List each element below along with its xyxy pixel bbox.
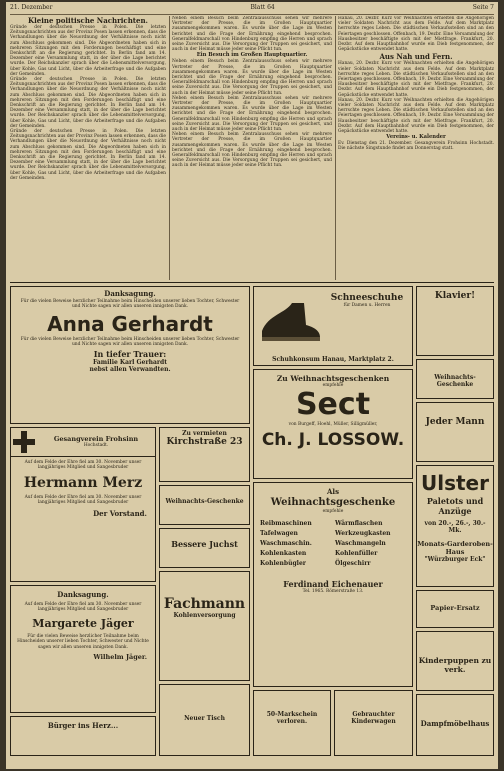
deceased-name: Margarete Jäger — [32, 616, 134, 630]
club-name: Gesangverein Frohsinn — [53, 435, 139, 444]
ad-title: Ulster — [421, 471, 489, 495]
ad-title: Schneeschuhe — [330, 293, 404, 303]
product-item: Kohlenbügler — [260, 560, 306, 568]
store-type: Monats-Garderoben-Haus — [417, 540, 493, 556]
wanted-ad — [159, 528, 250, 568]
article-body: Neben einem Besuch beim Zentralausschuss sehen wir mehrere Vertreter der Presse, die im Großen Hauptquartier zusammengekommen waren. Es wurde über die Lage im Westen berichtet und die Frage der Ernährung eingehend besprochen. Generalfeldmarschall von Hindenburg empfing die Herren und sprach seine Zuversicht aus. Die Versorgung der Truppen sei gesichert, und auch in der Heimat müsse jeder seine Pflicht tun. — [172, 132, 332, 169]
ad-title: Klavier! — [434, 291, 476, 301]
product-item: Ölgeschirr — [335, 560, 371, 568]
calendar-body: Ev. Dienstag den 21. Dezember. Gesangverein Frohsinn Hochstadt. Die nächste Singstunde findet am Donnerstag statt. — [338, 141, 494, 152]
ad-signature: Wilhelm Jäger. — [93, 653, 147, 662]
rental-ad — [159, 427, 250, 482]
ad-headline: Zu Weihnachtsgeschenken — [276, 374, 390, 383]
ad-body: Auf dem Felde der Ehre fiel am 30. November unser langjähriges Mitglied und Sangesbruder — [24, 602, 142, 613]
product-item: Kohlenfüller — [335, 550, 378, 558]
article-body: Gründe der deutschen Presse in Polen. Die letzten Zeitungsnachrichten aus der Provinz Posen lassen erkennen, dass die Verhandlungen über die Neuordnung der Verhältnisse noch nicht zum Abschluss gekommen sind. Die Abgeordneten haben sich in mehreren Sitzungen mit den Forderungen beschäftigt und eine Denkschrift an die Regierung gerichtet. In Berlin fand am 14. Dezember eine Versammlung statt, in der über die Lage berichtet wurde. Der Reichskanzler sprach über die Lebensmittelversorgung, über Kohle, Gas und Licht, über die Arbeiterfrage und die Aufgaben der Gemeinden. — [10, 129, 166, 181]
product-item: Kohlenkasten — [260, 550, 307, 558]
ad-title: Bessere Juchst — [171, 539, 238, 549]
store-name: "Würzburger Eck" — [424, 556, 486, 563]
lost-ad — [334, 690, 413, 756]
misc-ad — [159, 684, 250, 756]
article-body: Gründe der deutschen Presse in Polen. Die letzten Zeitungsnachrichten aus der Provinz Posen lassen erkennen, dass die Verhandlungen über die Neuordnung der Verhältnisse noch nicht zum Abschluss gekommen sind. Die Abgeordneten haben sich in mehreren Sitzungen mit den Forderungen beschäftigt und eine Denkschrift an die Regierung gerichtet. In Berlin fand am 14. Dezember eine Versammlung statt, in der über die Lage berichtet wurde. Der Reichskanzler sprach über die Lebensmittelversorgung, über Kohle, Gas und Licht, über die Arbeiterfrage und die Aufgaben der Gemeinden. — [10, 77, 166, 129]
ad-body: Für die vielen Beweise herzlicher Teilnahme beim Hinscheiden unserer lieben Tochter, Schwester und Nichte sagen wir allen unseren innigsten Dank. — [20, 299, 240, 310]
sekt-ad — [253, 369, 413, 479]
ad-title: 50-Markschein verloren. — [266, 711, 318, 725]
ad-title: Neuer Tisch — [184, 715, 225, 722]
obituary-ad-gerhardt — [10, 286, 250, 424]
family-name: Familie Karl Gerhardt — [92, 358, 168, 366]
furniture-ad — [253, 690, 331, 756]
coal-ad — [159, 571, 250, 681]
ad-section-rule — [10, 282, 494, 283]
ad-title: Danksagung. — [104, 289, 156, 298]
furniture-house-ad — [416, 694, 494, 756]
product-item: Waschmangeln — [335, 540, 386, 548]
gift-ad — [159, 485, 250, 525]
product-list — [254, 514, 412, 573]
ad-address: Kirchstraße 23 — [166, 437, 243, 447]
price-line: von 20.-, 26.-, 30.- Mk. — [424, 520, 486, 534]
dolls-ad — [416, 631, 494, 691]
article-column-2 — [172, 16, 332, 280]
article-body: Neben einem Besuch beim Zentralausschuss sehen wir mehrere Vertreter der Presse, die im Großen Hauptquartier zusammengekommen waren. Es wurde über die Lage im Westen berichtet und die Frage der Ernährung eingehend besprochen. Generalfeldmarschall von Hindenburg empfing die Herren und sprach seine Zuversicht aus. Die Versorgung der Truppen sei gesichert, und auch in der Heimat müsse jeder seine Pflicht tun. — [172, 16, 332, 53]
ad-title: Bürger ins Herz... — [47, 721, 119, 730]
newspaper-page — [6, 2, 498, 769]
article-title: Kleine politische Nachrichten. — [28, 16, 148, 25]
club-location: Hochstadt. — [83, 443, 109, 449]
paper-ad — [416, 590, 494, 628]
deceased-name: Anna Gerhardt — [47, 311, 213, 336]
ad-title: Dampfmöbelhaus — [420, 719, 490, 728]
ad-title: Weihnachts-Geschenke — [165, 498, 244, 505]
article-title: Aus Nah und Fern. — [379, 52, 453, 62]
household-gifts-ad — [253, 482, 413, 687]
calendar-title: Vereins- u. Kalender — [386, 134, 446, 141]
seller-name: Ch. J. LOSSOW. — [261, 429, 405, 450]
article-column-1 — [10, 16, 166, 280]
header-date: 21. Dezember — [10, 4, 53, 11]
shoe-icon — [258, 295, 324, 345]
header-paper: Blatt 64 — [250, 4, 275, 11]
article-subtitle: Ein Besuch im Großen Hauptquartier. — [196, 52, 308, 59]
mourning-line: In tiefer Trauer: — [93, 348, 167, 359]
ad-body: Auf dem Felde der Ehre fiel am 30. November unser langjähriges Mitglied und Sangesbruder — [24, 494, 142, 506]
product-item: Reibmaschinen — [260, 520, 312, 528]
board-signature: Der Vorstand. — [93, 508, 147, 518]
ad-body: Für die vielen Beweise herzlicher Teilnahme beim Hinscheiden unserer lieben Tochter, Schwester und Nichte sagen wir allen unseren innigsten Dank. — [17, 633, 149, 650]
obituary-ad-merz — [10, 427, 156, 582]
jeder-mann-ad — [416, 402, 494, 462]
ad-subtitle: empfehle — [322, 383, 344, 388]
article-body: Gründe der deutschen Presse in Polen. Die letzten Zeitungsnachrichten aus der Provinz Posen lassen erkennen, dass die Verhandlungen über die Neuordnung der Verhältnisse noch nicht zum Abschluss gekommen sind. Die Abgeordneten haben sich in mehreren Sitzungen mit den Forderungen beschäftigt und eine Denkschrift an die Regierung gerichtet. In Berlin fand am 14. Dezember eine Versammlung statt, in der über die Lage berichtet wurde. Der Reichskanzler sprach über die Lebensmittelversorgung, über Kohle, Gas und Licht, über die Arbeiterfrage und die Aufgaben der Gemeinden. — [10, 25, 166, 77]
product-item: Tafelwagen — [260, 530, 298, 538]
product-name: Sect — [295, 387, 371, 423]
column-divider — [335, 16, 336, 280]
page-header — [10, 4, 494, 15]
brand-list: von Burgeff, Hoehl, Müller, Silligmüller, — [288, 422, 378, 428]
column-divider — [169, 16, 170, 280]
ad-title: Weihnachts-Geschenke — [434, 374, 476, 388]
iron-cross-icon — [11, 429, 37, 455]
seller-name: Ferdinand Eichenauer — [283, 579, 383, 590]
article-body: Neben einem Besuch beim Zentralausschuss sehen wir mehrere Vertreter der Presse, die im Großen Hauptquartier zusammengekommen waren. Es wurde über die Lage im Westen berichtet und die Frage der Ernährung eingehend besprochen. Generalfeldmarschall von Hindenburg empfing die Herren und sprach seine Zuversicht aus. Die Versorgung der Truppen sei gesichert, und auch in der Heimat müsse jeder seine Pflicht tun. — [172, 59, 332, 96]
ad-body: Auf dem Felde der Ehre fiel am 30. November unser langjähriges Mitglied und Sangesbruder — [24, 460, 142, 471]
ad-title: Papier-Ersatz — [430, 604, 480, 612]
article-body: Hanau, 20. Dezbr. Kurz vor Weihnachten erhielten die Angehörigen vieler Soldaten Nachricht aus dem Felde. Auf dem Marktplatz herrschte reges Leben. Die städtischen Verkaufsstellen sind an den Feiertagen geschlossen. Offenbach, 19. Dezbr. Eine Versammlung der Hausbesitzer beschäftigte sich mit der Mietfrage. Frankfurt, 20. Dezbr. Auf dem Hauptbahnhof wurde ein Dieb festgenommen, der Gepäckstücke entwendet hatte. — [338, 97, 494, 135]
ad-title: Fachmann — [163, 596, 246, 612]
ad-subtitle: für Damen u. Herren — [343, 303, 391, 308]
ad-headline: Als — [326, 487, 340, 496]
coat-ad — [416, 465, 494, 587]
shoe-store-ad — [253, 286, 413, 366]
product-item: Werkzeugkasten — [335, 530, 391, 538]
product-item: Waschmaschin. — [260, 540, 312, 548]
store-name: Schuhkonsum Hanau, Marktplatz 2. — [272, 356, 394, 363]
ad-title: Weihnachtsgeschenke — [270, 497, 396, 508]
ad-title: Gebrauchter Kinderwagen — [351, 711, 396, 725]
ad-title: Zu vermieten — [182, 430, 227, 437]
family-footer: nebst allen Verwandten. — [89, 365, 171, 373]
ad-title: Danksagung. — [57, 590, 109, 599]
ad-title: Jeder Mann — [425, 417, 485, 427]
ad-body: Für die vielen Beweise herzlicher Teilnahme beim Hinscheiden unserer lieben Tochter, Schwester und Nichte sagen wir allen unseren innigsten Dank. — [20, 336, 240, 348]
obituary-ad-jaeger — [10, 585, 156, 713]
ad-subtitle: Paletots und Anzüge — [426, 496, 484, 516]
article-body: Neben einem Besuch beim Zentralausschuss sehen wir mehrere Vertreter der Presse, die im Großen Hauptquartier zusammengekommen waren. Es wurde über die Lage im Westen berichtet und die Frage der Ernährung eingehend besprochen. Generalfeldmarschall von Hindenburg empfing die Herren und sprach seine Zuversicht aus. Die Versorgung der Truppen sei gesichert, und auch in der Heimat müsse jeder seine Pflicht tun. — [172, 95, 332, 133]
ad-title: Kinderpuppen zu verk. — [418, 656, 492, 674]
right-small-ad — [416, 359, 494, 399]
product-item: Wärmflaschen — [335, 520, 383, 528]
article-body: Hanau, 20. Dezbr. Kurz vor Weihnachten erhielten die Angehörigen vieler Soldaten Nachricht aus dem Felde. Auf dem Marktplatz herrschte reges Leben. Die städtischen Verkaufsstellen sind an den Feiertagen geschlossen. Offenbach, 19. Dezbr. Eine Versammlung der Hausbesitzer beschäftigte sich mit der Mietfrage. Frankfurt, 20. Dezbr. Auf dem Hauptbahnhof wurde ein Dieb festgenommen, der Gepäckstücke entwendet hatte. — [338, 61, 494, 98]
article-body: Hanau, 20. Dezbr. Kurz vor Weihnachten erhielten die Angehörigen vieler Soldaten Nachricht aus dem Felde. Auf dem Marktplatz herrschte reges Leben. Die städtischen Verkaufsstellen sind an den Feiertagen geschlossen. Offenbach, 19. Dezbr. Eine Versammlung der Hausbesitzer beschäftigte sich mit der Mietfrage. Frankfurt, 20. Dezbr. Auf dem Hauptbahnhof wurde ein Dieb festgenommen, der Gepäckstücke entwendet hatte. — [338, 16, 494, 53]
piano-ad — [416, 286, 494, 356]
header-page: Seite 7 — [472, 4, 494, 11]
deceased-name: Hermann Merz — [23, 474, 143, 491]
article-column-3 — [338, 16, 494, 280]
seller-address: Tel. 1965. Römerstraße 13. — [302, 589, 364, 595]
ad-subtitle: empfehle — [322, 509, 344, 514]
small-ad-footer — [10, 716, 156, 756]
ad-subtitle: Kohlenversorgung — [173, 612, 236, 619]
